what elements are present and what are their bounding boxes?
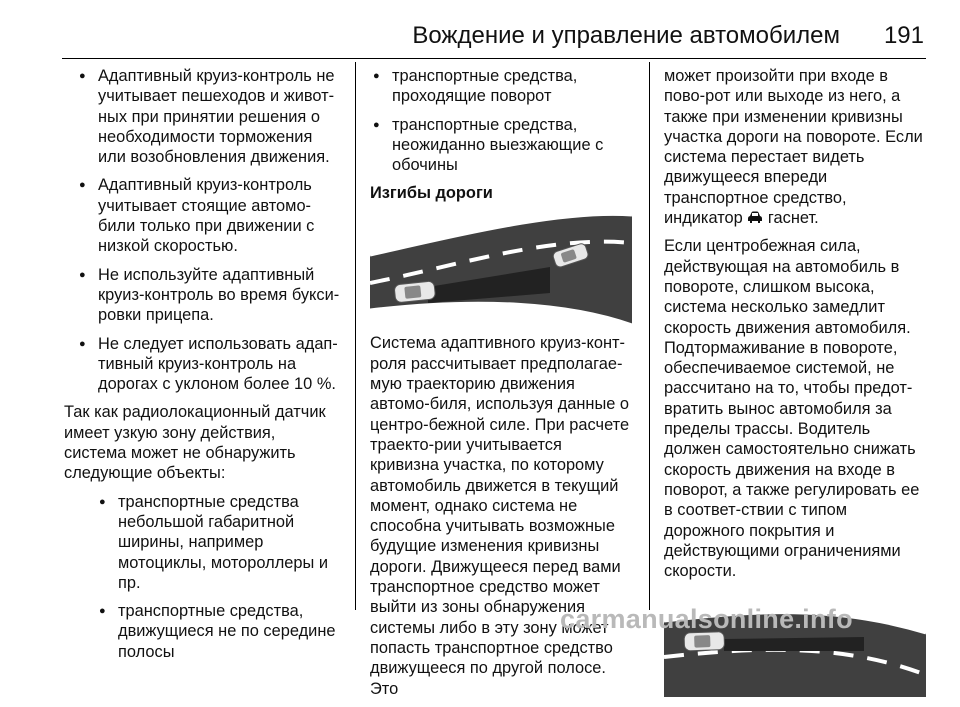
list-item: ● транспортные средства, движущиеся не по середине полосы <box>76 601 342 662</box>
page-header <box>0 0 960 52</box>
list-item: ● транспортные средства небольшой габаритной ширины, например мотоциклы, мотороллеры и пр. <box>76 492 342 593</box>
list-item: ● транспортные средства, проходящие поворот <box>370 66 632 107</box>
section-heading: Изгибы дороги <box>370 184 493 203</box>
road-curve-illustration <box>370 215 632 325</box>
page-number: 191 <box>883 22 924 49</box>
list-item: ● Не следует использовать адап-тивный круиз-контроль на дорогах с уклоном более 10 %. <box>76 334 342 395</box>
list-item: ● Адаптивный круиз-контроль не учитывает пешеходов и живот-ных при принятии решения о необходимости торможения или возобновления движения. <box>76 66 342 167</box>
indicator-paragraph <box>664 66 926 228</box>
column-divider-1 <box>355 62 356 610</box>
chapter-title: Вождение и управление автомобилем <box>412 22 840 49</box>
curve-paragraph: Система адаптивного круиз-конт-роля рассчитывает предполагае-мую траекторию движения автомо-биля, используя данные о центро-бежной силе. При расчете траекто-рии учитывается кривизна участка, по которому автомобиль движется в текущий момент, однако система не способна учитывать возможные будущие изменения кривизны дороги. Движущееся перед вами транспортное средство может выйти из зоны обнаружения системы либо в эту зону может попасть транспортное средство движущееся по другой полосе. Это <box>370 334 630 698</box>
column-1 <box>64 66 342 670</box>
centrifugal-paragraph: Если центробежная сила, действующая на автомобиль в повороте, слишком высока, система несколько замедлит скорость движения автомобиля. Подтормаживание в повороте, обеспечиваемое системой, не рассчитано на то, чтобы предот-вратить вынос автомобиля за пределы трассы. Водитель должен самостоятельно снижать скорость движения на входе в поворот, а также регулировать ее в соответ-ствии с типом дорожного покрытия и действующими ограничениями скорости. <box>664 237 920 581</box>
indicator-text-before: может произойти при входе в пово-рот или выходе из него, а также при изменении кривизны участка дороги на повороте. Если система перестает видеть движущееся впереди транспортное средство, индикатор <box>664 67 923 228</box>
watermark: carmanualsonline.info <box>560 604 853 634</box>
undetected-objects-list <box>76 492 342 662</box>
list-item: ● Не используйте адаптивный круиз-контроль во время букси-ровки прицепа. <box>76 265 342 326</box>
limitations-list <box>76 66 342 394</box>
indicator-text-after: гаснет. <box>767 209 819 228</box>
car-front-icon <box>747 209 763 227</box>
radar-paragraph: Так как радиолокационный датчик имеет узкую зону действия, система может не обнаружить следующие объекты: <box>64 403 326 483</box>
list-item: ● транспортные средства, неожиданно выезжающие с обочины <box>370 115 632 176</box>
undetected-objects-list-cont <box>370 66 632 175</box>
list-item: ● Адаптивный круиз-контроль учитывает стоящие автомо-били только при движении с низкой скоростью. <box>76 175 342 256</box>
column-divider-2 <box>649 62 650 610</box>
header-rule <box>62 58 926 59</box>
